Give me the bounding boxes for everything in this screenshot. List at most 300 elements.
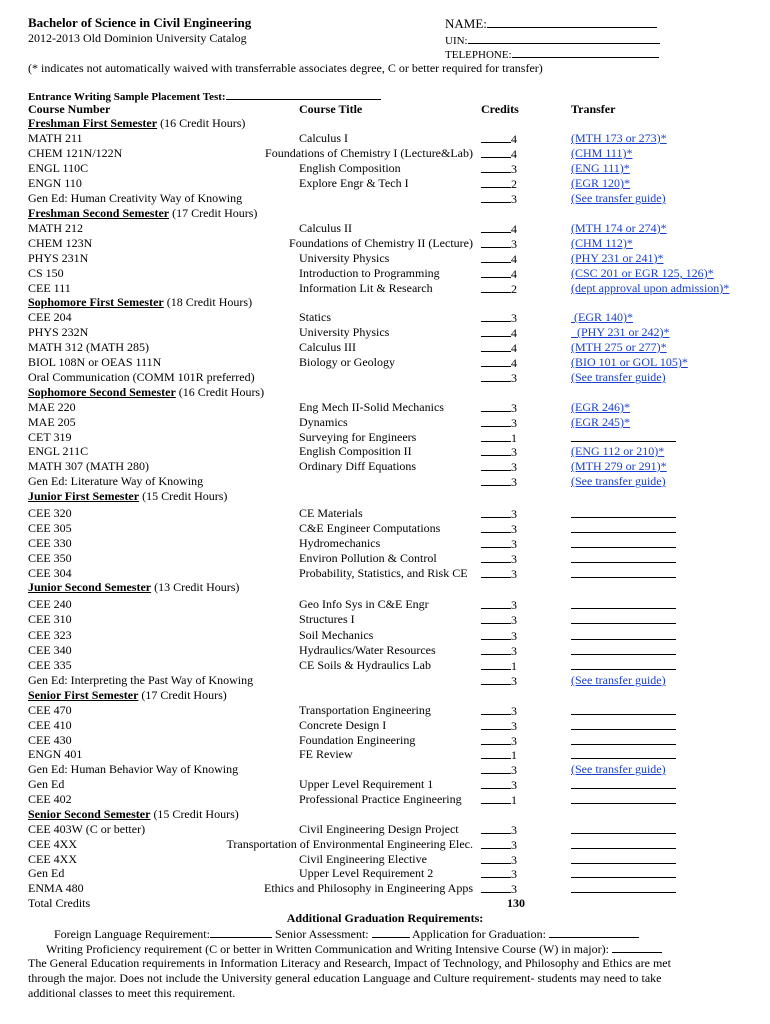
transfer-blank[interactable] <box>571 837 676 849</box>
total-credits-value: 130 <box>507 896 525 910</box>
transfer-blank[interactable] <box>571 703 676 715</box>
transfer-input-line[interactable] <box>571 703 676 719</box>
course-title: Probability, Statistics, and Risk CE <box>299 566 468 580</box>
course-title: Transportation Engineering <box>299 703 431 717</box>
course-title: Calculus III <box>299 340 356 354</box>
transfer-equivalent-link[interactable]: (See transfer guide) <box>571 370 666 384</box>
uin-label: UIN: <box>445 35 468 47</box>
course-number: Oral Communication (COMM 101R preferred) <box>28 370 255 384</box>
credits-value: 3 <box>511 644 517 658</box>
credits-value: 3 <box>511 460 517 474</box>
transfer-input-line[interactable] <box>571 777 676 793</box>
credits-grade-line[interactable] <box>481 777 511 789</box>
credits-value: 2 <box>511 282 517 296</box>
transfer-equivalent-link[interactable]: (ENG 112 or 210)* <box>571 444 665 458</box>
credits-field[interactable] <box>481 474 517 490</box>
course-title: Environ Pollution & Control <box>299 551 437 565</box>
credits-grade-line[interactable] <box>481 718 511 730</box>
transfer-equivalent-link[interactable]: (PHY 231 or 242)* <box>571 325 670 339</box>
semester-hours: (13 Credit Hours) <box>154 580 240 594</box>
transfer-equivalent-link[interactable]: (CSC 201 or EGR 125, 126)* <box>571 266 714 280</box>
credits-grade-line[interactable] <box>481 673 511 685</box>
course-title: English Composition II <box>299 444 412 458</box>
course-row <box>0 221 770 236</box>
credits-value: 3 <box>511 719 517 733</box>
course-number: CEE 470 <box>28 703 72 717</box>
transfer-equivalent-link[interactable]: (See transfer guide) <box>571 673 666 687</box>
credits-value: 3 <box>511 537 517 551</box>
course-number: CEE 403W (C or better) <box>28 822 146 836</box>
transfer-input-line[interactable] <box>571 866 676 882</box>
credits-field[interactable] <box>481 866 517 882</box>
transfer-blank[interactable] <box>571 777 676 789</box>
additional-requirements-heading: Additional Graduation Requirements: <box>286 911 484 925</box>
telephone-input-line[interactable] <box>512 46 659 58</box>
credits-grade-line[interactable] <box>481 628 511 640</box>
course-row <box>0 747 770 762</box>
credits-field[interactable] <box>481 792 517 808</box>
transfer-equivalent-link[interactable]: (ENG 111)* <box>571 161 630 175</box>
course-title: Professional Practice Engineering <box>299 792 462 806</box>
transfer-blank[interactable] <box>571 628 676 640</box>
course-number: MATH 307 (MATH 280) <box>28 459 149 473</box>
senior-assessment-label: Senior Assessment: <box>274 927 369 941</box>
course-title: Eng Mech II-Solid Mechanics <box>299 400 444 414</box>
course-row <box>0 400 770 415</box>
course-row <box>0 474 770 489</box>
foreign-language-input-line[interactable] <box>210 926 272 938</box>
credits-grade-line[interactable] <box>481 852 511 864</box>
transfer-equivalent-link[interactable]: (EGR 245)* <box>571 415 630 429</box>
credits-value: 3 <box>511 598 517 612</box>
credits-field[interactable] <box>481 837 517 853</box>
credits-grade-line[interactable] <box>481 747 511 759</box>
transfer-blank[interactable] <box>571 866 676 878</box>
gen-ed-note-line-1: The General Education requirements in Information Literacy and Research, Impact of Technology, and Philosophy and Ethics are met <box>28 956 671 970</box>
credits-value: 3 <box>511 192 517 206</box>
course-row <box>0 762 770 777</box>
credits-value: 3 <box>511 416 517 430</box>
course-title: Upper Level Requirement 2 <box>299 866 434 880</box>
credits-value: 3 <box>511 778 517 792</box>
course-number: MAE 205 <box>28 415 76 429</box>
credits-grade-line[interactable] <box>481 551 511 563</box>
course-title: Calculus II <box>299 221 352 235</box>
credits-field[interactable] <box>481 400 517 416</box>
credits-field[interactable] <box>481 612 517 628</box>
entrance-test-input-line[interactable] <box>226 88 381 100</box>
transfer-input-line[interactable] <box>571 551 676 567</box>
course-title: Ordinary Diff Equations <box>299 459 417 473</box>
transfer-equivalent-link[interactable]: (MTH 275 or 277)* <box>571 340 667 354</box>
credits-field[interactable] <box>481 131 517 147</box>
credits-field[interactable] <box>481 658 517 674</box>
course-title: Civil Engineering Design Project <box>299 822 459 836</box>
credits-grade-line[interactable] <box>481 325 511 337</box>
transfer-equivalent-link[interactable]: (MTH 279 or 291)* <box>571 459 667 473</box>
transfer-input-line[interactable] <box>571 718 676 734</box>
credits-field[interactable] <box>481 266 517 282</box>
credits-field[interactable] <box>481 236 517 252</box>
course-number: CEE 430 <box>28 733 72 747</box>
credits-value: 3 <box>511 567 517 581</box>
credits-grade-line[interactable] <box>481 762 511 774</box>
credits-grade-line[interactable] <box>481 703 511 715</box>
credits-field[interactable] <box>481 597 517 613</box>
course-number: Gen Ed <box>28 866 65 880</box>
telephone-label: TELEPHONE: <box>445 49 512 61</box>
credits-field[interactable] <box>481 551 517 567</box>
credits-grade-line[interactable] <box>481 506 511 518</box>
transfer-blank[interactable] <box>571 612 676 624</box>
credits-grade-line[interactable] <box>481 340 511 352</box>
transfer-equivalent-link[interactable]: (EGR 120)* <box>571 176 630 190</box>
course-row <box>0 251 770 266</box>
semester-hours: (16 Credit Hours) <box>160 116 246 130</box>
course-number: CEE 402 <box>28 792 72 806</box>
writing-proficiency-input-line[interactable] <box>612 941 662 953</box>
course-number: CEE 4XX <box>28 837 77 851</box>
credits-value: 4 <box>511 132 517 146</box>
course-title: Concrete Design I <box>299 718 387 732</box>
course-row <box>0 881 770 896</box>
course-number: CHEM 121N/122N <box>28 146 123 160</box>
credits-value: 3 <box>511 311 517 325</box>
credits-value: 4 <box>511 222 517 236</box>
course-title: Foundations of Chemistry I (Lecture&Lab) <box>265 146 473 160</box>
course-row <box>0 176 770 191</box>
course-row <box>0 459 770 474</box>
course-row <box>0 597 770 612</box>
credits-value: 3 <box>511 401 517 415</box>
credits-value: 1 <box>511 793 517 807</box>
course-row <box>0 837 770 852</box>
transfer-blank[interactable] <box>571 521 676 533</box>
course-title: FE Review <box>299 747 353 761</box>
course-number: MAE 220 <box>28 400 76 414</box>
course-row <box>0 521 770 536</box>
requirements-line <box>54 926 639 942</box>
credits-grade-line[interactable] <box>481 131 511 143</box>
semester-name: Senior Second Semester <box>28 807 151 821</box>
course-row <box>0 325 770 340</box>
credits-field[interactable] <box>481 191 517 207</box>
credits-value: 3 <box>511 522 517 536</box>
semester-hours: (15 Credit Hours) <box>153 807 239 821</box>
semester-heading <box>0 385 770 400</box>
course-row <box>0 718 770 733</box>
gen-ed-note-line-3: additional classes to meet this requirement. <box>28 986 236 1000</box>
credits-field[interactable] <box>481 881 517 897</box>
transfer-input-line[interactable] <box>571 506 676 522</box>
course-row <box>0 191 770 206</box>
course-number: MATH 212 <box>28 221 84 235</box>
course-row <box>0 612 770 627</box>
credits-grade-line[interactable] <box>481 837 511 849</box>
credits-value: 4 <box>511 326 517 340</box>
gen-ed-note-line-2: through the major. Does not include the University general education Language and Culture requirement- students may need to take <box>28 971 662 985</box>
credits-grade-line[interactable] <box>481 176 511 188</box>
course-number: CEE 304 <box>28 566 72 580</box>
semester-heading <box>0 206 770 221</box>
semester-hours: (15 Credit Hours) <box>142 489 228 503</box>
credits-value: 4 <box>511 356 517 370</box>
semester-hours: (17 Credit Hours) <box>141 688 227 702</box>
course-row <box>0 673 770 688</box>
credits-field[interactable] <box>481 777 517 793</box>
credits-grade-line[interactable] <box>481 822 511 834</box>
transfer-blank[interactable] <box>571 430 676 442</box>
transfer-blank[interactable] <box>571 658 676 670</box>
course-row <box>0 733 770 748</box>
credits-field[interactable] <box>481 340 517 356</box>
credits-field[interactable] <box>481 325 517 341</box>
credits-field[interactable] <box>481 415 517 431</box>
foreign-language-label: Foreign Language Requirement: <box>54 927 210 941</box>
course-title: Transportation of Environmental Engineering Elec. <box>226 837 473 851</box>
course-number: CEE 330 <box>28 536 72 550</box>
credits-field[interactable] <box>481 221 517 237</box>
transfer-equivalent-link[interactable]: (See transfer guide) <box>571 762 666 776</box>
credits-grade-line[interactable] <box>481 566 511 578</box>
transfer-input-line[interactable] <box>571 597 676 613</box>
credits-value: 3 <box>511 507 517 521</box>
credits-field[interactable] <box>481 628 517 644</box>
course-row <box>0 628 770 643</box>
col-header-transfer: Transfer <box>571 102 616 116</box>
transfer-input-line[interactable] <box>571 747 676 763</box>
credits-grade-line[interactable] <box>481 370 511 382</box>
total-credits-label: Total Credits <box>28 896 91 910</box>
credits-field[interactable] <box>481 643 517 659</box>
course-row <box>0 281 770 296</box>
course-title: English Composition <box>299 161 401 175</box>
credits-value: 3 <box>511 867 517 881</box>
credits-grade-line[interactable] <box>481 281 511 293</box>
credits-grade-line[interactable] <box>481 236 511 248</box>
transfer-input-line[interactable] <box>571 837 676 853</box>
credits-grade-line[interactable] <box>481 536 511 548</box>
transfer-equivalent-link[interactable]: (MTH 174 or 274)* <box>571 221 667 235</box>
col-header-credits: Credits <box>481 102 519 116</box>
transfer-input-line[interactable] <box>571 628 676 644</box>
transfer-equivalent-link[interactable]: (EGR 246)* <box>571 400 630 414</box>
credits-field[interactable] <box>481 251 517 267</box>
credits-value: 3 <box>511 838 517 852</box>
transfer-equivalent-link[interactable]: (See transfer guide) <box>571 474 666 488</box>
transfer-input-line[interactable] <box>571 792 676 808</box>
credits-grade-line[interactable] <box>481 866 511 878</box>
credits-field[interactable] <box>481 703 517 719</box>
course-title: Surveying for Engineers <box>299 430 417 444</box>
credits-value: 3 <box>511 445 517 459</box>
credits-field[interactable] <box>481 370 517 386</box>
credits-grade-line[interactable] <box>481 161 511 173</box>
course-row <box>0 430 770 445</box>
course-title: Foundation Engineering <box>299 733 416 747</box>
credits-value: 3 <box>511 734 517 748</box>
credits-grade-line[interactable] <box>481 521 511 533</box>
course-number: ENGL 211C <box>28 444 89 458</box>
transfer-note: (* indicates not automatically waived with transferrable associates degree, C or better required for transfer) <box>28 61 543 75</box>
credits-grade-line[interactable] <box>481 597 511 609</box>
credits-field[interactable] <box>481 747 517 763</box>
course-title: Hydraulics/Water Resources <box>299 643 436 657</box>
transfer-equivalent-link[interactable]: (CHM 111)* <box>571 146 633 160</box>
course-number: PHYS 231N <box>28 251 89 265</box>
credits-value: 3 <box>511 853 517 867</box>
document-title: Bachelor of Science in Civil Engineering <box>28 15 252 30</box>
credits-value: 3 <box>511 237 517 251</box>
course-row <box>0 852 770 867</box>
transfer-input-line[interactable] <box>571 643 676 659</box>
transfer-blank[interactable] <box>571 566 676 578</box>
transfer-blank[interactable] <box>571 551 676 563</box>
credits-field[interactable] <box>481 822 517 838</box>
course-number: Gen Ed: Literature Way of Knowing <box>28 474 204 488</box>
semester-name: Junior First Semester <box>28 489 140 503</box>
transfer-input-line[interactable] <box>571 658 676 674</box>
semester-heading <box>0 295 770 310</box>
credits-value: 1 <box>511 748 517 762</box>
credits-value: 4 <box>511 267 517 281</box>
transfer-equivalent-link[interactable]: (BIO 101 or GOL 105)* <box>571 355 688 369</box>
credits-grade-line[interactable] <box>481 310 511 322</box>
credits-grade-line[interactable] <box>481 474 511 486</box>
semester-heading <box>0 116 770 131</box>
course-title: C&E Engineer Computations <box>299 521 441 535</box>
credits-grade-line[interactable] <box>481 444 511 456</box>
credits-field[interactable] <box>481 673 517 689</box>
course-title: Statics <box>299 310 331 324</box>
credits-grade-line[interactable] <box>481 355 511 367</box>
credits-field[interactable] <box>481 459 517 475</box>
credits-value: 3 <box>511 162 517 176</box>
course-title: Structures I <box>299 612 355 626</box>
course-number: CEE 335 <box>28 658 72 672</box>
credits-grade-line[interactable] <box>481 266 511 278</box>
credits-grade-line[interactable] <box>481 146 511 158</box>
credits-field[interactable] <box>481 444 517 460</box>
credits-field[interactable] <box>481 310 517 326</box>
transfer-blank[interactable] <box>571 597 676 609</box>
transfer-blank[interactable] <box>571 792 676 804</box>
semester-heading <box>0 807 770 822</box>
semester-name: Freshman First Semester <box>28 116 158 130</box>
application-graduation-input-line[interactable] <box>549 926 639 938</box>
credits-field[interactable] <box>481 536 517 552</box>
credits-value: 3 <box>511 629 517 643</box>
name-input-line[interactable] <box>487 16 657 28</box>
credits-grade-line[interactable] <box>481 612 511 624</box>
course-title: Hydromechanics <box>299 536 381 550</box>
credits-field[interactable] <box>481 718 517 734</box>
transfer-blank[interactable] <box>571 733 676 745</box>
credits-field[interactable] <box>481 506 517 522</box>
credits-grade-line[interactable] <box>481 221 511 233</box>
credits-grade-line[interactable] <box>481 881 511 893</box>
course-number: Gen Ed: Interpreting the Past Way of Knowing <box>28 673 254 687</box>
credits-field[interactable] <box>481 355 517 371</box>
semester-name: Sophomore First Semester <box>28 295 164 309</box>
transfer-blank[interactable] <box>571 822 676 834</box>
transfer-blank[interactable] <box>571 536 676 548</box>
transfer-input-line[interactable] <box>571 536 676 552</box>
transfer-equivalent-link[interactable]: (See transfer guide) <box>571 191 666 205</box>
course-row <box>0 536 770 551</box>
transfer-blank[interactable] <box>571 643 676 655</box>
credits-field[interactable] <box>481 146 517 162</box>
credits-field[interactable] <box>481 161 517 177</box>
transfer-equivalent-link[interactable]: (PHY 231 or 241)* <box>571 251 664 265</box>
transfer-input-line[interactable] <box>571 822 676 838</box>
credits-value: 3 <box>511 552 517 566</box>
course-title: Explore Engr & Tech I <box>299 176 409 190</box>
transfer-equivalent-link[interactable]: (MTH 173 or 273)* <box>571 131 667 145</box>
credits-grade-line[interactable] <box>481 658 511 670</box>
course-row <box>0 266 770 281</box>
credits-grade-line[interactable] <box>481 415 511 427</box>
transfer-blank[interactable] <box>571 747 676 759</box>
credits-field[interactable] <box>481 176 517 192</box>
course-title: Geo Info Sys in C&E Engr <box>299 597 429 611</box>
course-title: University Physics <box>299 325 390 339</box>
semester-hours: (18 Credit Hours) <box>166 295 253 309</box>
credits-grade-line[interactable] <box>481 792 511 804</box>
transfer-input-line[interactable] <box>571 881 676 897</box>
credits-grade-line[interactable] <box>481 251 511 263</box>
credits-grade-line[interactable] <box>481 643 511 655</box>
course-number: CEE 350 <box>28 551 72 565</box>
transfer-blank[interactable] <box>571 881 676 893</box>
credits-grade-line[interactable] <box>481 733 511 745</box>
credits-field[interactable] <box>481 762 517 778</box>
credits-value: 1 <box>511 431 517 445</box>
transfer-blank[interactable] <box>571 506 676 518</box>
name-field[interactable] <box>445 16 657 31</box>
transfer-equivalent-link[interactable]: (CHM 112)* <box>571 236 633 250</box>
credits-grade-line[interactable] <box>481 191 511 203</box>
credits-value: 4 <box>511 341 517 355</box>
course-title: Introduction to Programming <box>299 266 440 280</box>
senior-assessment-input-line[interactable] <box>372 926 410 938</box>
semester-heading <box>0 580 770 595</box>
writing-proficiency-line <box>46 941 662 957</box>
course-number: CEE 4XX <box>28 852 77 866</box>
credits-value: 3 <box>511 823 517 837</box>
transfer-input-line[interactable] <box>571 521 676 537</box>
semester-hours: (16 Credit Hours) <box>178 385 265 399</box>
credits-grade-line[interactable] <box>481 459 511 471</box>
credits-field[interactable] <box>481 521 517 537</box>
credits-grade-line[interactable] <box>481 430 511 442</box>
uin-input-line[interactable] <box>468 32 660 44</box>
credits-value: 3 <box>511 674 517 688</box>
credits-value: 3 <box>511 704 517 718</box>
course-number: CEE 310 <box>28 612 72 626</box>
course-number: Gen Ed: Human Creativity Way of Knowing <box>28 191 243 205</box>
transfer-equivalent-link[interactable]: (EGR 140)* <box>571 310 633 324</box>
transfer-blank[interactable] <box>571 718 676 730</box>
credits-grade-line[interactable] <box>481 400 511 412</box>
course-number: CEE 340 <box>28 643 72 657</box>
transfer-blank[interactable] <box>571 852 676 864</box>
course-row <box>0 703 770 718</box>
transfer-input-line[interactable] <box>571 612 676 628</box>
transfer-equivalent-link[interactable]: (dept approval upon admission)* <box>571 281 730 295</box>
course-number: CS 150 <box>28 266 64 280</box>
course-number: CEE 204 <box>28 310 72 324</box>
